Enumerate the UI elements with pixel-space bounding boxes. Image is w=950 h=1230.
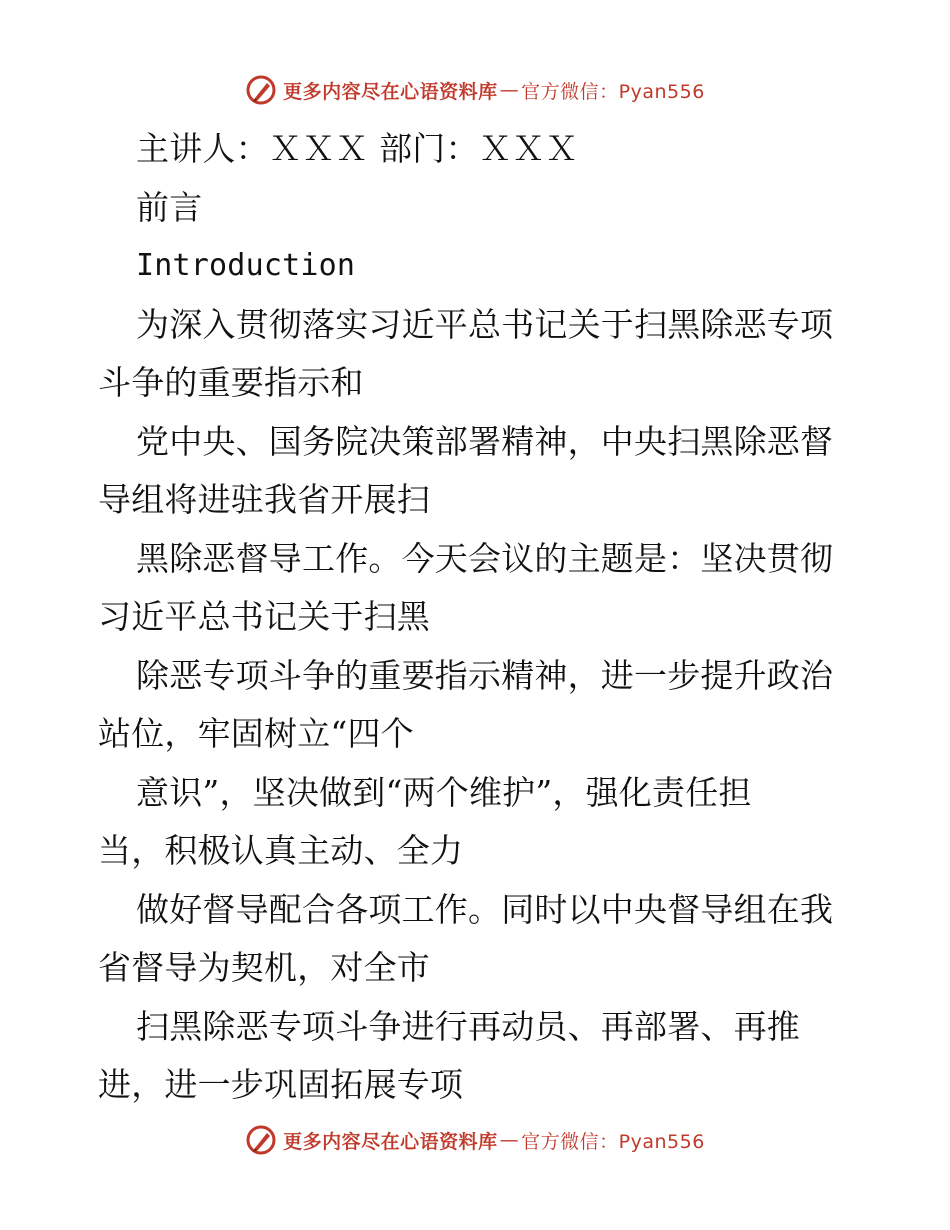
pen-logo-icon — [245, 74, 277, 106]
paragraph-line: 省督导为契机，对全市 — [98, 948, 430, 987]
paragraph-line: 斗争的重要指示和 — [98, 363, 364, 402]
header-banner-contact: 官方微信：Pyan556 — [521, 80, 705, 103]
paragraph-line: 除恶专项斗争的重要指示精神，进一步提升政治 — [136, 655, 834, 695]
footer-banner-contact: 官方微信：Pyan556 — [521, 1130, 705, 1153]
speaker-line: 主讲人：ＸＸＸ 部门：ＸＸＸ — [136, 129, 579, 168]
header-banner-separator: — — [499, 79, 520, 101]
paragraph-line: 进，进一步巩固拓展专项 — [98, 1065, 464, 1104]
paragraph-line: 为深入贯彻落实习近平总书记关于扫黑除恶专项 — [136, 304, 834, 344]
paragraph-line: 意识”，坚决做到“两个维护”，强化责任担 — [136, 772, 752, 812]
header-banner-text: 更多内容尽在心语资料库 — [283, 80, 498, 103]
paragraph-line: 党中央、国务院决策部署精神，中央扫黑除恶督 — [136, 421, 834, 461]
footer-banner — [0, 1120, 950, 1160]
introduction-heading: Introduction — [136, 248, 356, 283]
footer-banner-separator: — — [499, 1129, 520, 1151]
footer-banner-text: 更多内容尽在心语资料库 — [283, 1130, 498, 1153]
preface-heading: 前言 — [136, 187, 203, 227]
paragraph-line: 做好督导配合各项工作。同时以中央督导组在我 — [136, 889, 834, 929]
paragraph-line: 当，积极认真主动、全力 — [98, 831, 464, 870]
paragraph-line: 导组将进驻我省开展扫 — [98, 480, 430, 519]
paragraph-line: 站位，牢固树立“四个 — [98, 714, 414, 753]
header-banner — [0, 70, 950, 110]
paragraph-line: 黑除恶督导工作。今天会议的主题是：坚决贯彻 — [136, 538, 834, 578]
paragraph-line: 扫黑除恶专项斗争进行再动员、再部署、再推 — [136, 1006, 800, 1046]
pen-logo-icon — [245, 1124, 277, 1156]
paragraph-line: 习近平总书记关于扫黑 — [98, 597, 430, 636]
document-body — [98, 120, 858, 1115]
